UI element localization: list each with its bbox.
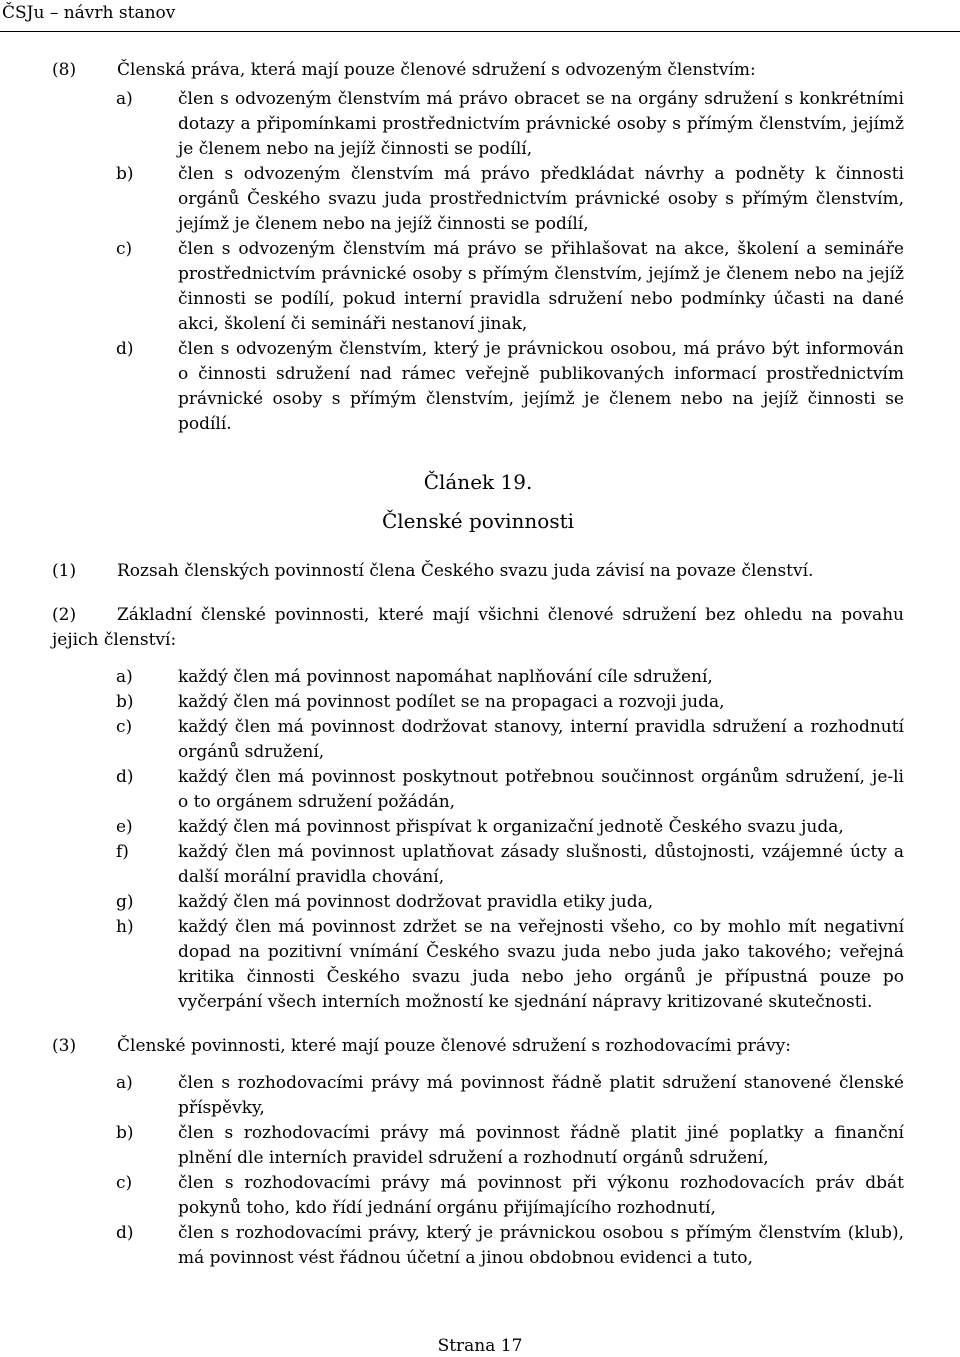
item-text: člen s rozhodovacími právy má povinnost při výkonu rozhodovacích práv dbát pokynů toho, kdo řídí jednání orgánu přijímajícího rozhodnutí, — [178, 1173, 904, 1218]
list-item — [52, 237, 904, 337]
item-letter: e) — [116, 817, 133, 837]
paragraph-number: (2) — [52, 605, 77, 625]
item-text: každý člen má povinnost přispívat k organizační jednotě Českého svazu juda, — [178, 817, 844, 837]
paragraph-text: Základní členské povinnosti, které mají všichni členové sdružení bez ohledu na povahu jejich členství: — [52, 605, 904, 650]
item-text: člen s odvozeným členstvím má právo předkládat návrhy a podněty k činnosti orgánů Českého svazu juda prostřednictvím právnické osoby s přímým členstvím, jejímž je členem nebo na jejíž činnosti se podílí, — [178, 164, 904, 234]
item-letter: a) — [116, 89, 133, 109]
item-letter: d) — [116, 1223, 134, 1243]
item-text: člen s rozhodovacími právy má povinnost řádně platit jiné poplatky a finanční plnění dle interních pravidel sdružení a rozhodnutí orgánů sdružení, — [178, 1123, 904, 1168]
item-list — [52, 87, 904, 437]
paragraph-number: (1) — [52, 561, 77, 581]
item-letter: c) — [116, 717, 133, 737]
item-letter: c) — [116, 1173, 133, 1193]
paragraph-text: Rozsah členských povinností člena Českého svazu juda závisí na povaze členství. — [117, 561, 814, 581]
list-item — [52, 1221, 904, 1271]
document-body — [52, 58, 904, 1290]
item-list — [52, 665, 904, 1015]
page-number: Strana 17 — [437, 1336, 523, 1356]
item-text: člen s odvozeným členstvím má právo se přihlašovat na akce, školení a semináře prostřednictvím právnické osoby s přímým členstvím, jejímž je členem nebo na jejíž činnosti se podílí, pokud interní pravidla sdružení nebo podmínky účasti na dané akci, školení či semináři nestanoví jinak, — [178, 239, 904, 334]
list-item — [52, 1171, 904, 1221]
article-heading — [52, 463, 904, 541]
item-text: každý člen má povinnost poskytnout potřebnou součinnost orgánům sdružení, je-li o to orgánem sdružení požádán, — [178, 767, 904, 812]
item-letter: a) — [116, 667, 133, 687]
item-text: každý člen má povinnost napomáhat naplňování cíle sdružení, — [178, 667, 713, 687]
list-item — [52, 1121, 904, 1171]
item-text: každý člen má povinnost dodržovat pravidla etiky juda, — [178, 892, 654, 912]
list-item — [52, 840, 904, 890]
item-letter: b) — [116, 164, 134, 184]
list-item — [52, 1071, 904, 1121]
item-text: člen s rozhodovacími právy má povinnost řádně platit sdružení stanovené členské příspěvky, — [178, 1073, 904, 1118]
list-item — [52, 915, 904, 1015]
item-letter: h) — [116, 917, 134, 937]
document-title: ČSJu – návrh stanov — [2, 3, 176, 23]
article-number: Článek 19. — [423, 470, 533, 494]
item-text: člen s odvozeným členstvím má právo obracet se na orgány sdružení s konkrétními dotazy a připomínkami prostřednictvím právnické osoby s přímým členstvím, jejímž je členem nebo na jejíž činnosti se podílí, — [178, 89, 904, 159]
list-item — [52, 690, 904, 715]
item-letter: b) — [116, 1123, 134, 1143]
list-item — [52, 715, 904, 765]
item-text: člen s odvozeným členstvím, který je právnickou osobou, má právo být informován o činnosti sdružení nad rámec veřejně publikovaných informací prostřednictvím právnické osoby s přímým členstvím, jejímž je členem nebo na jejíž činnosti se podílí. — [178, 339, 904, 434]
paragraph-1 — [52, 559, 904, 584]
item-text: člen s rozhodovacími právy, který je právnickou osobou s přímým členstvím (klub), má povinnost vést řádnou účetní a jinou obdobnou evidenci a tuto, — [178, 1223, 904, 1268]
paragraph-text: Členská práva, která mají pouze členové sdružení s odvozeným členstvím: — [117, 60, 756, 80]
list-item — [52, 162, 904, 237]
item-text: každý člen má povinnost uplatňovat zásady slušnosti, důstojnosti, vzájemné úcty a další morální pravidla chování, — [178, 842, 904, 887]
item-letter: d) — [116, 339, 134, 359]
item-letter: d) — [116, 767, 134, 787]
item-letter: b) — [116, 692, 134, 712]
item-text: každý člen má povinnost zdržet se na veřejnosti všeho, co by mohlo mít negativní dopad na pozitivní vnímání Českého svazu juda nebo juda jako takového; veřejná kritika činnosti Českého svazu juda nebo jeho orgánů je přípustná pouze po vyčerpání všech interních možností ke sjednání nápravy kritizované skutečnosti. — [178, 917, 904, 1012]
paragraph-text: Členské povinnosti, které mají pouze členové sdružení s rozhodovacími právy: — [117, 1036, 791, 1056]
paragraph-2 — [52, 603, 904, 1015]
list-item — [52, 337, 904, 437]
item-letter: a) — [116, 1073, 133, 1093]
paragraph-number: (8) — [52, 60, 77, 80]
item-text: každý člen má povinnost dodržovat stanovy, interní pravidla sdružení a rozhodnutí orgánů sdružení, — [178, 717, 904, 762]
item-letter: f) — [116, 842, 129, 862]
list-item — [52, 87, 904, 162]
list-item — [52, 890, 904, 915]
page-header — [0, 0, 960, 32]
item-letter: g) — [116, 892, 134, 912]
article-title: Členské povinnosti — [381, 509, 575, 533]
list-item — [52, 665, 904, 690]
item-letter: c) — [116, 239, 133, 259]
item-list — [52, 1071, 904, 1271]
list-item — [52, 815, 904, 840]
list-item — [52, 765, 904, 815]
paragraph-8 — [52, 58, 904, 437]
paragraph-3 — [52, 1034, 904, 1271]
item-text: každý člen má povinnost podílet se na propagaci a rozvoji juda, — [178, 692, 725, 712]
paragraph-number: (3) — [52, 1036, 77, 1056]
